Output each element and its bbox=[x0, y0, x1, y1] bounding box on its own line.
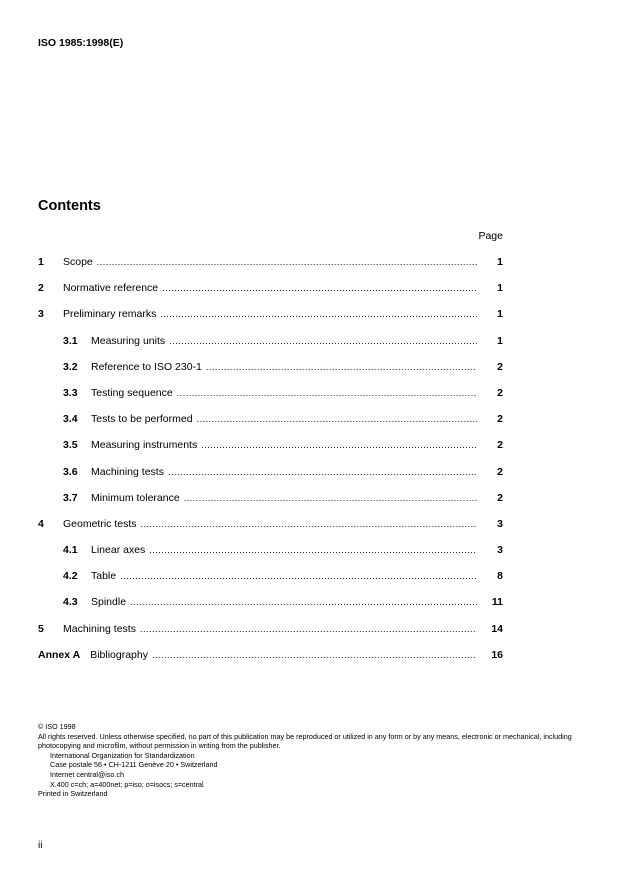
toc-entry-title: Normative reference bbox=[63, 282, 159, 295]
organization-name: International Organization for Standardization bbox=[50, 750, 195, 760]
toc-entry-title: Reference to ISO 230-1 bbox=[91, 360, 202, 373]
toc-entry-title: Table bbox=[91, 570, 117, 583]
toc-entry-page: 3 bbox=[497, 544, 503, 557]
toc-entry-number: 3.3 bbox=[63, 386, 78, 399]
toc-entry-title: Minimum tolerance bbox=[91, 491, 180, 504]
dot-leader bbox=[197, 414, 477, 424]
document-id-header: ISO 1985:1998(E) bbox=[38, 37, 124, 49]
toc-subentry[interactable] bbox=[38, 413, 503, 439]
internet-address: Internet central@iso.ch bbox=[50, 769, 125, 779]
contents-title: Contents bbox=[38, 198, 101, 214]
toc-entry-number: 4 bbox=[38, 517, 44, 530]
page-number: ii bbox=[38, 840, 43, 851]
x400-address: X.400 c=ch; a=400net; p=iso; o=isocs; s=central bbox=[50, 779, 204, 789]
dot-leader bbox=[201, 440, 477, 450]
toc-subentry[interactable] bbox=[38, 387, 503, 413]
toc-entry[interactable] bbox=[38, 256, 503, 282]
toc-entry-number: 1 bbox=[38, 256, 44, 268]
toc-entry-page: 2 bbox=[497, 465, 503, 478]
dot-leader bbox=[169, 336, 477, 346]
toc-subentry[interactable] bbox=[38, 570, 503, 596]
page-column-label: Page bbox=[478, 230, 503, 242]
printed-in: Printed in Switzerland bbox=[38, 789, 108, 799]
table-of-contents bbox=[38, 256, 503, 675]
toc-entry-title: Linear axes bbox=[91, 544, 146, 557]
toc-subentry[interactable] bbox=[38, 596, 503, 622]
dot-leader bbox=[162, 283, 477, 293]
dot-leader bbox=[149, 545, 477, 555]
toc-entry-title: Machining tests bbox=[91, 465, 164, 478]
toc-entry-title: Geometric tests bbox=[63, 517, 137, 530]
toc-entry-page: 1 bbox=[497, 256, 503, 268]
toc-entry-number: 3.4 bbox=[63, 413, 78, 426]
toc-annex-entry[interactable] bbox=[38, 649, 503, 675]
dot-leader bbox=[206, 362, 477, 372]
toc-entry-title: Spindle bbox=[91, 596, 127, 609]
toc-entry-page: 11 bbox=[491, 596, 503, 609]
toc-entry-number: 3.6 bbox=[63, 465, 78, 478]
dot-leader bbox=[120, 571, 477, 581]
toc-entry-page: 1 bbox=[497, 282, 503, 295]
rights-statement: All rights reserved. Unless otherwise specified, no part of this publication may be reproduced or utilized in any form or by any means, electronic or mechanical, including photocopying and microfilm, without permission in writing from the publisher. bbox=[38, 731, 572, 751]
toc-entry-page: 2 bbox=[497, 491, 503, 504]
toc-entry-page: 1 bbox=[497, 334, 503, 347]
toc-entry-number: 4.2 bbox=[63, 570, 78, 583]
toc-entry-title: Machining tests bbox=[63, 622, 136, 635]
toc-entry-page: 16 bbox=[491, 648, 503, 661]
toc-entry-number: 3.2 bbox=[63, 360, 78, 373]
toc-entry-title: Measuring units bbox=[91, 334, 166, 347]
toc-entry-title: Measuring instruments bbox=[91, 439, 198, 452]
toc-entry-page: 2 bbox=[497, 386, 503, 399]
postal-address: Case postale 56 • CH-1211 Genève 20 • Switzerland bbox=[50, 760, 218, 770]
dot-leader bbox=[177, 388, 477, 398]
toc-entry-number: 4.3 bbox=[63, 596, 78, 609]
toc-subentry[interactable] bbox=[38, 439, 503, 465]
dot-leader bbox=[184, 493, 477, 503]
toc-entry-number: 3.7 bbox=[63, 491, 78, 504]
dot-leader bbox=[141, 519, 477, 529]
toc-subentry[interactable] bbox=[38, 466, 503, 492]
toc-entry-title: Bibliography bbox=[90, 648, 148, 661]
toc-subentry[interactable] bbox=[38, 335, 503, 361]
toc-subentry[interactable] bbox=[38, 492, 503, 518]
toc-entry-page: 3 bbox=[497, 517, 503, 530]
toc-entry[interactable] bbox=[38, 623, 503, 649]
toc-entry-page: 2 bbox=[497, 360, 503, 373]
dot-leader bbox=[160, 309, 477, 319]
copyright-line: © ISO 1998 bbox=[38, 722, 76, 731]
toc-entry-number: 5 bbox=[38, 622, 44, 635]
toc-entry-page: 2 bbox=[497, 439, 503, 452]
dot-leader bbox=[140, 624, 477, 634]
dot-leader bbox=[130, 597, 477, 607]
toc-entry-number: 3.5 bbox=[63, 439, 78, 452]
toc-entry-number: 3 bbox=[38, 308, 44, 321]
toc-entry-number: 2 bbox=[38, 282, 44, 295]
toc-entry-page: 2 bbox=[497, 413, 503, 426]
toc-entry-title: Tests to be performed bbox=[91, 413, 193, 426]
toc-entry-title: Testing sequence bbox=[91, 386, 173, 399]
toc-entry-number: 4.1 bbox=[63, 544, 78, 557]
toc-entry-page: 8 bbox=[497, 570, 503, 583]
toc-entry-title: Scope bbox=[63, 256, 93, 268]
copyright-block bbox=[38, 722, 583, 799]
dot-leader bbox=[97, 257, 477, 267]
toc-entry[interactable] bbox=[38, 282, 503, 308]
toc-entry-page: 1 bbox=[497, 308, 503, 321]
toc-subentry[interactable] bbox=[38, 544, 503, 570]
toc-entry-number: Annex A bbox=[38, 648, 81, 661]
toc-entry-title: Preliminary remarks bbox=[63, 308, 157, 321]
dot-leader bbox=[152, 650, 477, 660]
toc-entry[interactable] bbox=[38, 518, 503, 544]
toc-entry-number: 3.1 bbox=[63, 334, 78, 347]
dot-leader bbox=[168, 467, 477, 477]
toc-subentry[interactable] bbox=[38, 361, 503, 387]
toc-entry-page: 14 bbox=[491, 622, 503, 635]
toc-entry[interactable] bbox=[38, 308, 503, 334]
